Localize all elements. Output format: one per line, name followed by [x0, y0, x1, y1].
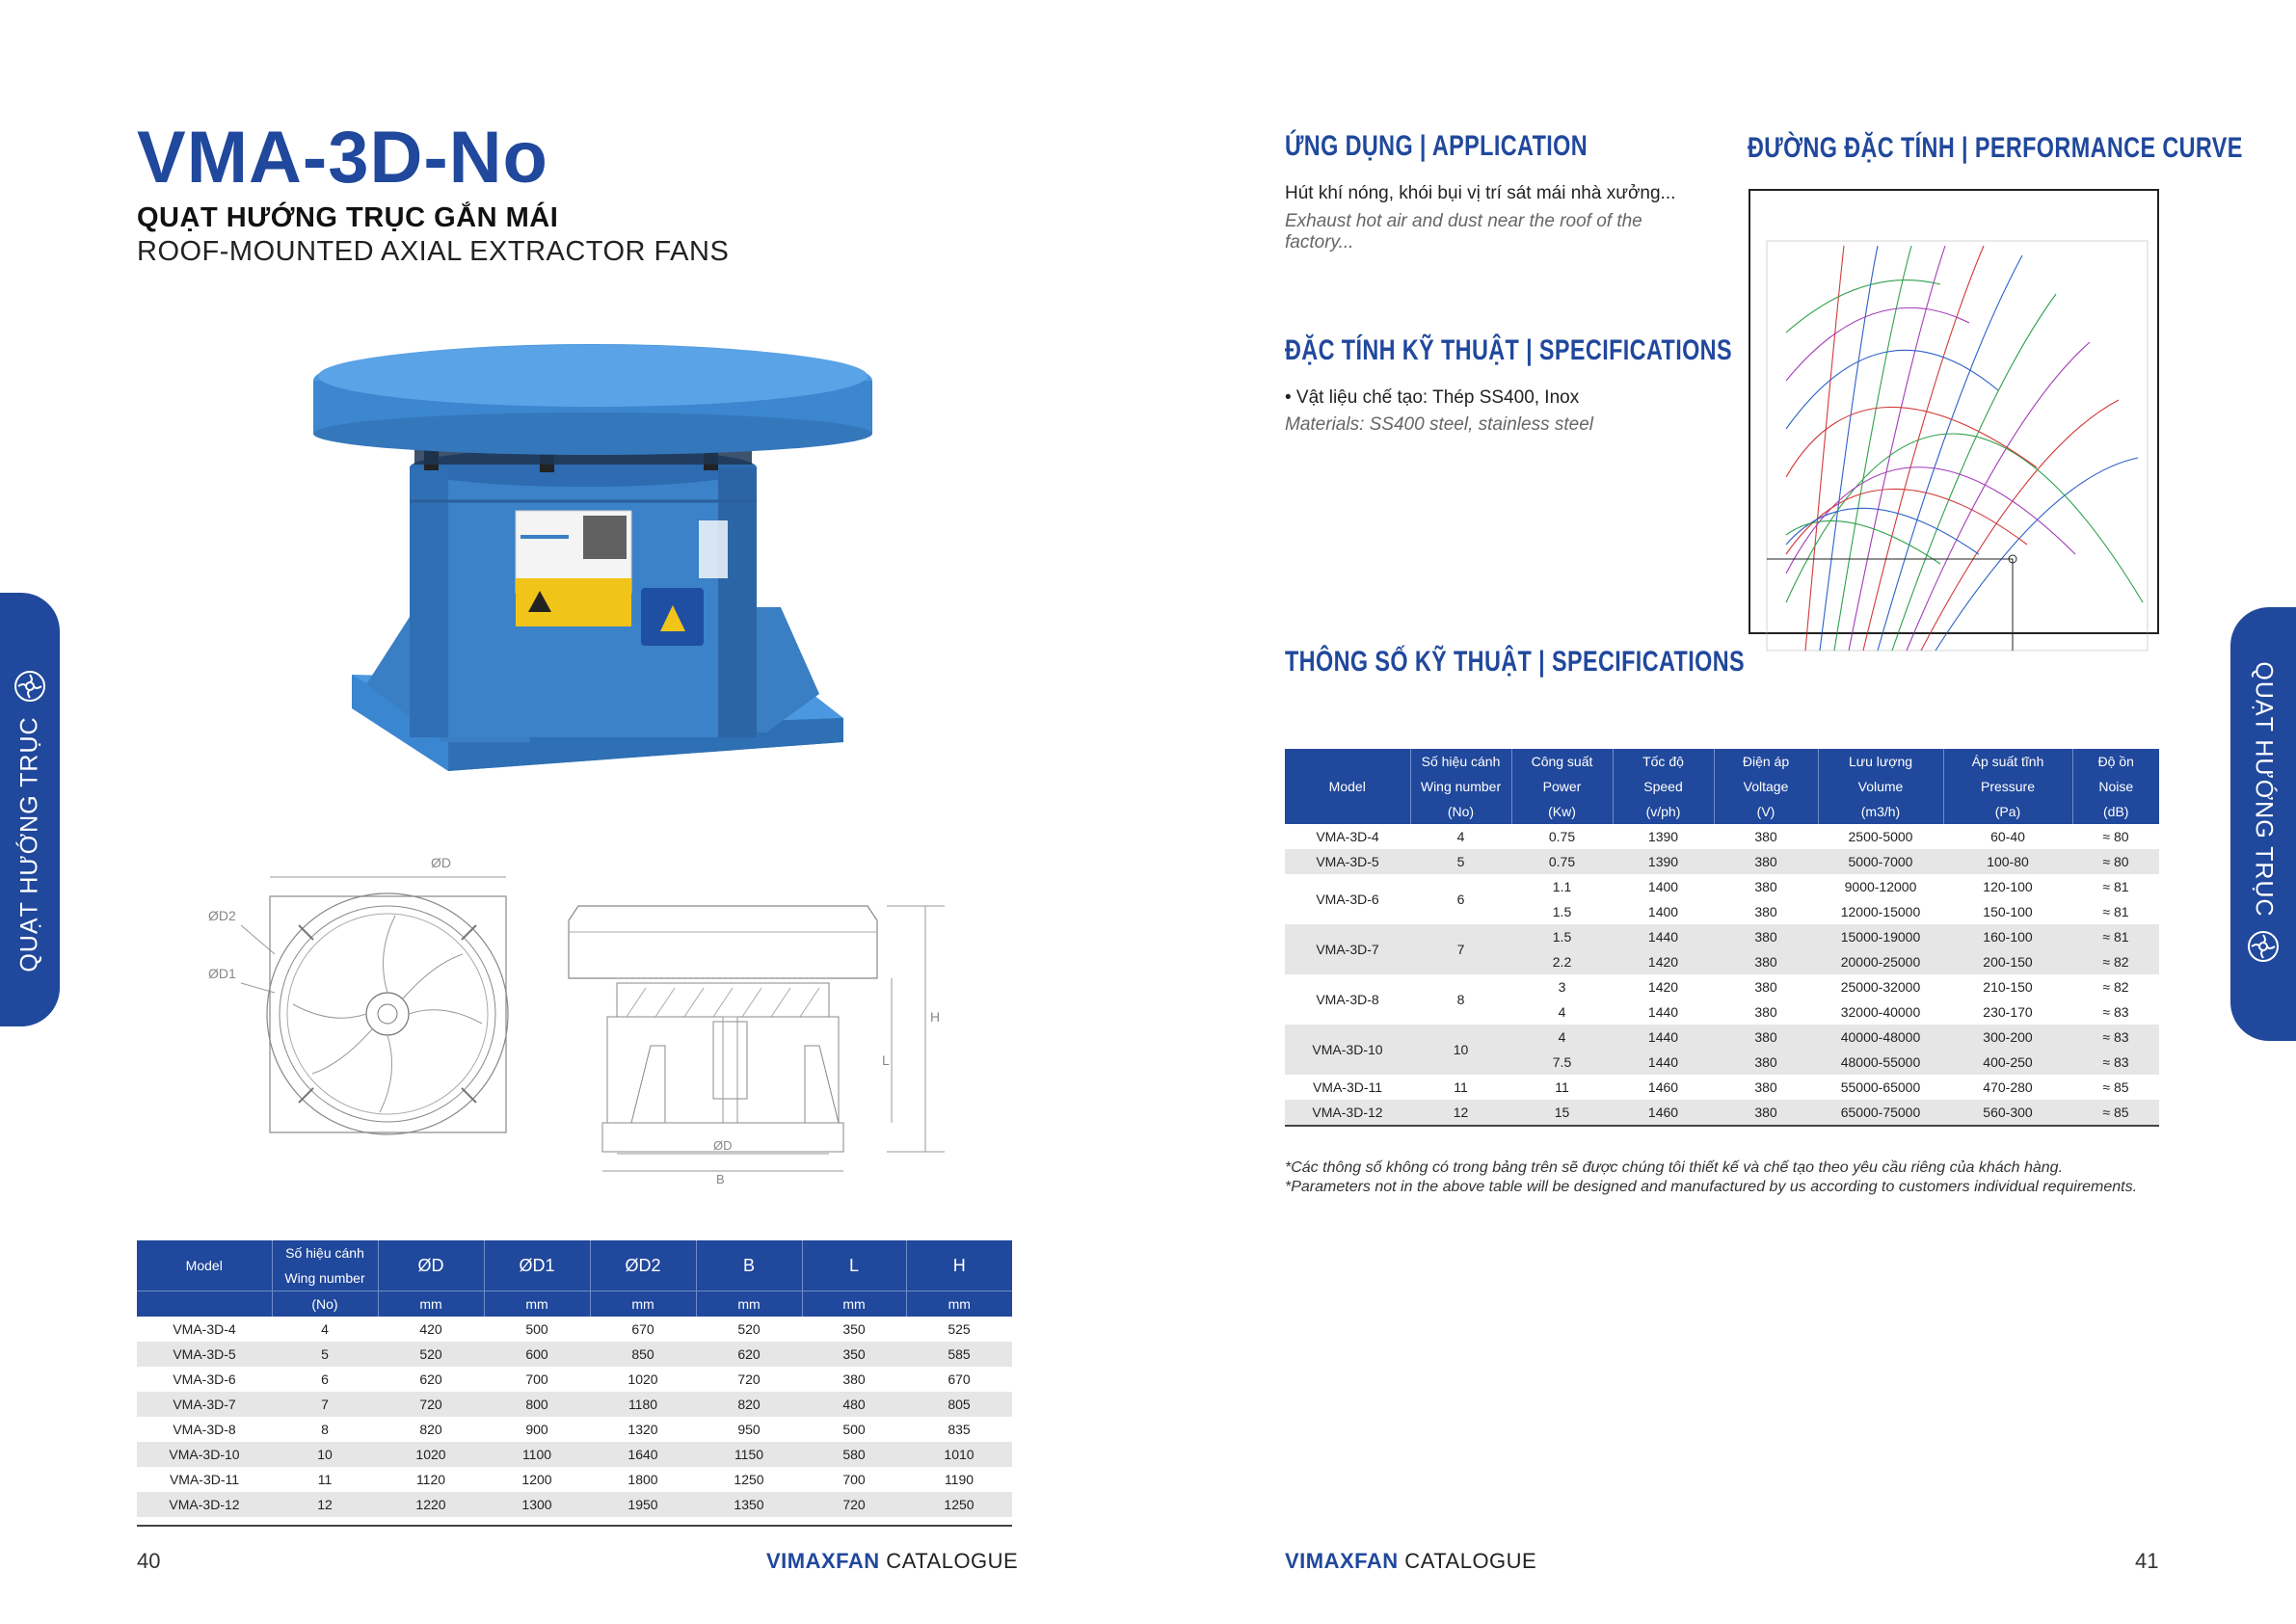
- table-bottom-line: [137, 1525, 1012, 1527]
- cell-value: 1220: [378, 1492, 484, 1517]
- cell-value: 420: [419, 1321, 442, 1337]
- cell-value: 380: [1754, 1004, 1777, 1020]
- spec-header-model: Model: [1285, 749, 1410, 824]
- cell-value: 1460: [1647, 1079, 1679, 1095]
- label-od: ØD: [431, 855, 451, 870]
- cell-value: 380: [1714, 1100, 1818, 1125]
- cell-value: ≈ 85: [2102, 1079, 2129, 1095]
- subtitle-vietnamese: QUẠT HƯỚNG TRỤC GẮN MÁI: [137, 202, 559, 233]
- cell-value: 805: [906, 1392, 1012, 1417]
- cell-value: 15: [1511, 1100, 1613, 1125]
- cell-value: 1.5: [1511, 924, 1613, 949]
- curve-heading: ĐƯỜNG ĐẶC TÍNH | PERFORMANCE CURVE: [1748, 132, 2243, 164]
- table-row: [137, 1442, 1012, 1467]
- cell-value: 1.5: [1552, 904, 1572, 919]
- cell-value: 1320: [627, 1422, 658, 1437]
- fan-icon: [13, 670, 46, 703]
- cell-value: 11: [317, 1472, 333, 1487]
- cell-value: 5: [272, 1342, 378, 1367]
- cell-model: VMA-3D-4: [173, 1321, 236, 1337]
- page-number-left: 40: [137, 1549, 161, 1573]
- cell-value: 5000-7000: [1818, 849, 1943, 874]
- header-wing-en: Wing number: [272, 1265, 378, 1291]
- cell-value: 525: [948, 1321, 971, 1337]
- cell-value: ≈ 81: [2072, 924, 2159, 949]
- header-unit-od1: mm: [484, 1291, 590, 1318]
- table-row: [137, 1342, 1012, 1367]
- cell-model: VMA-3D-5: [137, 1342, 272, 1367]
- table-row: [1285, 924, 2159, 949]
- spec-header-noise-unit: (dB): [2072, 799, 2159, 824]
- cell-wing: 5: [1410, 849, 1511, 874]
- header-unit-b: mm: [696, 1291, 802, 1318]
- cell-value: 1440: [1613, 1050, 1714, 1075]
- cell-value: 230-170: [1983, 1004, 2033, 1020]
- cell-wing: 11: [1454, 1079, 1468, 1095]
- cell-value: 32000-40000: [1840, 1004, 1921, 1020]
- cell-model: VMA-3D-11: [169, 1472, 240, 1487]
- header-model: Model: [137, 1240, 272, 1291]
- cell-value: 380: [1714, 1050, 1818, 1075]
- cell-value: 835: [948, 1422, 971, 1437]
- cell-value: 620: [696, 1342, 802, 1367]
- dimension-table: [137, 1240, 1012, 1517]
- cell-value: 20000-25000: [1818, 949, 1943, 974]
- cell-value: 670: [631, 1321, 654, 1337]
- cell-value: 820: [696, 1392, 802, 1417]
- cell-value: 480: [802, 1392, 906, 1417]
- cell-value: 380: [1754, 879, 1777, 894]
- tech-material-en: Materials: SS400 steel, stainless steel: [1285, 414, 1593, 435]
- cell-model: VMA-3D-7: [1285, 924, 1410, 974]
- cell-value: ≈ 80: [2072, 849, 2159, 874]
- cell-value: ≈ 83: [2102, 1004, 2129, 1020]
- tech-heading: ĐẶC TÍNH KỸ THUẬT | SPECIFICATIONS: [1285, 334, 1732, 366]
- table-row: [1285, 1075, 2159, 1100]
- cell-value: 150-100: [1983, 904, 2033, 919]
- cell-value: 700: [525, 1371, 548, 1387]
- spec-header-speed-vi: Tốc độ: [1613, 749, 1714, 774]
- cell-value: 585: [906, 1342, 1012, 1367]
- cell-value: 400-250: [1943, 1050, 2072, 1075]
- cell-value: 380: [1714, 924, 1818, 949]
- note-vietnamese: *Các thông số không có trong bảng trên sẽ được chúng tôi thiết kế và chế tạo theo yêu cầu riêng của khách hàng.: [1285, 1159, 2064, 1176]
- cell-value: 380: [1714, 849, 1818, 874]
- table-row: [137, 1392, 1012, 1417]
- cell-value: 620: [419, 1371, 442, 1387]
- cell-value: 1460: [1613, 1100, 1714, 1125]
- cell-wing: 7: [1410, 924, 1511, 974]
- product-image: [280, 318, 896, 781]
- tech-material-vi: • Vật liệu chế tạo: Thép SS400, Inox: [1285, 387, 1580, 408]
- note-english: *Parameters not in the above table will be designed and manufactured by us according to customers individual requirements.: [1285, 1179, 2138, 1195]
- cell-value: 350: [842, 1321, 866, 1337]
- cell-value: 1300: [484, 1492, 590, 1517]
- cell-value: 48000-55000: [1818, 1050, 1943, 1075]
- cell-value: ≈ 83: [2072, 1025, 2159, 1050]
- cell-value: 3: [1558, 979, 1566, 995]
- cell-value: 60-40: [1990, 829, 2025, 844]
- application-text-en: Exhaust hot air and dust near the roof of the factory...: [1285, 211, 1642, 253]
- table-row: [1285, 1025, 2159, 1050]
- cell-model: VMA-3D-11: [1312, 1079, 1383, 1095]
- cell-value: 4: [321, 1321, 329, 1337]
- cell-value: 1440: [1647, 1004, 1679, 1020]
- cell-model: VMA-3D-7: [137, 1392, 272, 1417]
- side-tab-left: [0, 593, 60, 1026]
- cell-model: VMA-3D-4: [1316, 829, 1379, 844]
- header-wing-vi: Số hiệu cánh: [272, 1240, 378, 1265]
- cell-value: 1400: [1647, 904, 1679, 919]
- brand-name-right: VIMAXFAN: [1285, 1549, 1399, 1573]
- table-row: [1285, 1100, 2159, 1125]
- spec-header-wing-en: Wing number: [1410, 774, 1511, 799]
- cell-value: 600: [484, 1342, 590, 1367]
- cell-value: 1640: [590, 1442, 696, 1467]
- side-tab-label-right: QUẠT HƯỚNG TRỤC: [2250, 661, 2278, 918]
- spec-header-power-en: Power: [1511, 774, 1613, 799]
- model-title: VMA-3D-No: [137, 117, 548, 199]
- cell-value: 4: [1511, 1025, 1613, 1050]
- table-row: [137, 1492, 1012, 1517]
- label-l: L: [882, 1052, 890, 1068]
- brand-footer-right: [1285, 1549, 1536, 1574]
- cell-value: 1120: [415, 1472, 446, 1487]
- cell-value: 8: [321, 1422, 329, 1437]
- cell-value: ≈ 80: [2102, 829, 2129, 844]
- cell-value: 850: [590, 1342, 696, 1367]
- cell-value: 1250: [734, 1472, 764, 1487]
- spec-header-voltage-unit: (V): [1714, 799, 1818, 824]
- cell-value: 1190: [944, 1472, 974, 1487]
- cell-value: 470-280: [1983, 1079, 2033, 1095]
- cell-value: 100-80: [1943, 849, 2072, 874]
- cell-value: 160-100: [1943, 924, 2072, 949]
- specification-table: [1285, 749, 2159, 1125]
- cell-value: 1420: [1613, 949, 1714, 974]
- spec-table-bottom-line: [1285, 1125, 2159, 1127]
- cell-value: 1010: [906, 1442, 1012, 1467]
- label-od2: ØD2: [208, 908, 236, 923]
- cell-model: VMA-3D-5: [1285, 849, 1410, 874]
- drawing-side-view: [559, 872, 964, 1190]
- spec-header-pressure-vi: Áp suất tĩnh: [1943, 749, 2072, 774]
- subtitle-english: ROOF-MOUNTED AXIAL EXTRACTOR FANS: [137, 236, 730, 267]
- table-row: [137, 1367, 1012, 1392]
- cell-value: 25000-32000: [1840, 979, 1921, 995]
- drawing-front-view: [193, 848, 540, 1147]
- cell-value: 380: [1754, 829, 1777, 844]
- spec-header-volume-en: Volume: [1818, 774, 1943, 799]
- table-row: [1285, 849, 2159, 874]
- cell-model: VMA-3D-10: [137, 1442, 272, 1467]
- cell-value: 800: [484, 1392, 590, 1417]
- label-od1: ØD1: [208, 966, 236, 981]
- application-text-vi: Hút khí nóng, khói bụi vị trí sát mái nhà xưởng...: [1285, 183, 1676, 203]
- cell-value: 580: [802, 1442, 906, 1467]
- cell-value: 1350: [696, 1492, 802, 1517]
- cell-value: 300-200: [1943, 1025, 2072, 1050]
- cell-wing: 10: [1410, 1025, 1511, 1075]
- cell-value: 500: [842, 1422, 866, 1437]
- table-row: [1285, 974, 2159, 999]
- label-od-side: ØD: [713, 1138, 733, 1153]
- cell-value: 700: [842, 1472, 866, 1487]
- header-l: L: [802, 1240, 906, 1291]
- header-unit-l: mm: [802, 1291, 906, 1318]
- cell-value: 65000-75000: [1818, 1100, 1943, 1125]
- cell-value: 2.2: [1511, 949, 1613, 974]
- table-row: [1285, 874, 2159, 899]
- spec-header-power-vi: Công suất: [1511, 749, 1613, 774]
- header-od2: ØD2: [590, 1240, 696, 1291]
- cell-wing: 8: [1456, 992, 1465, 1007]
- table-row: [137, 1467, 1012, 1492]
- cell-value: ≈ 82: [2072, 949, 2159, 974]
- cell-value: ≈ 83: [2072, 1050, 2159, 1075]
- cell-value: 950: [737, 1422, 761, 1437]
- cell-wing: 4: [1456, 829, 1465, 844]
- cell-value: 350: [802, 1342, 906, 1367]
- cell-value: 11: [1555, 1079, 1569, 1095]
- spec-header-pressure-en: Pressure: [1943, 774, 2072, 799]
- cell-value: 210-150: [1983, 979, 2033, 995]
- cell-value: 560-300: [1943, 1100, 2072, 1125]
- cell-value: 7.5: [1511, 1050, 1613, 1075]
- cell-value: 900: [525, 1422, 548, 1437]
- cell-model: VMA-3D-6: [1316, 892, 1379, 907]
- cell-value: 12: [272, 1492, 378, 1517]
- fan-icon: [2247, 930, 2280, 963]
- cell-value: 520: [378, 1342, 484, 1367]
- cell-value: 1390: [1647, 829, 1679, 844]
- spec-header-noise-vi: Độ ồn: [2072, 749, 2159, 774]
- cell-value: 720: [378, 1392, 484, 1417]
- cell-value: 1020: [627, 1371, 658, 1387]
- header-b: B: [696, 1240, 802, 1291]
- cell-value: ≈ 81: [2102, 904, 2129, 919]
- cell-value: 15000-19000: [1818, 924, 1943, 949]
- cell-value: 12000-15000: [1840, 904, 1921, 919]
- cell-value: 1950: [590, 1492, 696, 1517]
- header-unit-od2: mm: [590, 1291, 696, 1318]
- cell-value: 1150: [696, 1442, 802, 1467]
- cell-value: 1180: [590, 1392, 696, 1417]
- cell-value: 0.75: [1548, 829, 1576, 844]
- performance-curve-chart: [1748, 188, 2162, 689]
- cell-value: 720: [737, 1371, 761, 1387]
- header-od: ØD: [378, 1240, 484, 1291]
- table-row: [137, 1417, 1012, 1442]
- cell-wing: 6: [1456, 892, 1465, 907]
- cell-value: 500: [525, 1321, 548, 1337]
- spec-header-wing-vi: Số hiệu cánh: [1410, 749, 1511, 774]
- side-tab-label: QUẠT HƯỚNG TRỤC: [15, 716, 43, 972]
- cell-value: 380: [1714, 1025, 1818, 1050]
- spec-header-voltage-en: Voltage: [1714, 774, 1818, 799]
- cell-model: VMA-3D-8: [1316, 992, 1379, 1007]
- brand-suffix-right: CATALOGUE: [1398, 1549, 1537, 1573]
- cell-value: 40000-48000: [1818, 1025, 1943, 1050]
- header-wing-unit: (No): [272, 1291, 378, 1318]
- cell-value: ≈ 82: [2102, 979, 2129, 995]
- side-tab-right: [2230, 607, 2296, 1041]
- spec-header-wing-unit: (No): [1410, 799, 1511, 824]
- cell-value: 380: [1754, 904, 1777, 919]
- brand-name: VIMAXFAN: [766, 1549, 880, 1573]
- label-b: B: [716, 1172, 725, 1186]
- header-unit-od: mm: [378, 1291, 484, 1318]
- cell-value: 1440: [1613, 924, 1714, 949]
- spec-heading: THÔNG SỐ KỸ THUẬT | SPECIFICATIONS: [1285, 646, 1745, 678]
- cell-value: ≈ 81: [2102, 879, 2129, 894]
- cell-value: 6: [321, 1371, 329, 1387]
- cell-value: 1250: [906, 1492, 1012, 1517]
- label-h: H: [930, 1009, 941, 1025]
- spec-header-volume-vi: Lưu lượng: [1818, 749, 1943, 774]
- cell-value: 4: [1558, 1004, 1566, 1020]
- cell-value: 55000-65000: [1840, 1079, 1921, 1095]
- cell-model: VMA-3D-8: [173, 1422, 236, 1437]
- cell-value: 10: [272, 1442, 378, 1467]
- header-h: H: [906, 1240, 1012, 1291]
- table-row: [137, 1317, 1012, 1342]
- spec-header-speed-en: Speed: [1613, 774, 1714, 799]
- cell-value: 820: [419, 1422, 442, 1437]
- cell-value: 380: [1754, 1079, 1777, 1095]
- cell-model: VMA-3D-12: [1285, 1100, 1410, 1125]
- cell-model: VMA-3D-10: [1285, 1025, 1410, 1075]
- cell-value: 1100: [484, 1442, 590, 1467]
- cell-value: 2500-5000: [1848, 829, 1913, 844]
- cell-value: 520: [737, 1321, 761, 1337]
- cell-value: 1400: [1647, 879, 1679, 894]
- cell-value: 7: [272, 1392, 378, 1417]
- cell-value: ≈ 85: [2072, 1100, 2159, 1125]
- cell-value: 0.75: [1511, 849, 1613, 874]
- cell-value: 200-150: [1943, 949, 2072, 974]
- table-row: [1285, 824, 2159, 849]
- spec-header-speed-unit: (v/ph): [1613, 799, 1714, 824]
- cell-wing: 12: [1410, 1100, 1511, 1125]
- cell-value: 670: [948, 1371, 971, 1387]
- cell-value: 1800: [627, 1472, 658, 1487]
- cell-value: 9000-12000: [1844, 879, 1917, 894]
- brand-suffix: CATALOGUE: [879, 1549, 1019, 1573]
- cell-model: VMA-3D-12: [137, 1492, 272, 1517]
- page-number-right: 41: [2135, 1549, 2159, 1573]
- spec-header-volume-unit: (m3/h): [1818, 799, 1943, 824]
- cell-value: 380: [1714, 949, 1818, 974]
- cell-value: 1440: [1613, 1025, 1714, 1050]
- cell-value: 1.1: [1552, 879, 1572, 894]
- cell-value: 720: [802, 1492, 906, 1517]
- header-od1: ØD1: [484, 1240, 590, 1291]
- cell-value: 1390: [1613, 849, 1714, 874]
- cell-value: 1020: [378, 1442, 484, 1467]
- brand-footer-left: [766, 1549, 1018, 1574]
- cell-model: VMA-3D-6: [173, 1371, 236, 1387]
- cell-value: 1420: [1647, 979, 1679, 995]
- cell-value: 1200: [521, 1472, 552, 1487]
- cell-value: 120-100: [1983, 879, 2033, 894]
- header-unit-h: mm: [906, 1291, 1012, 1318]
- application-heading: ỨNG DỤNG | APPLICATION: [1285, 130, 1589, 162]
- spec-header-voltage-vi: Điện áp: [1714, 749, 1818, 774]
- spec-header-power-unit: (Kw): [1511, 799, 1613, 824]
- spec-header-pressure-unit: (Pa): [1943, 799, 2072, 824]
- cell-value: 380: [842, 1371, 866, 1387]
- spec-header-noise-en: Noise: [2072, 774, 2159, 799]
- cell-value: 380: [1754, 979, 1777, 995]
